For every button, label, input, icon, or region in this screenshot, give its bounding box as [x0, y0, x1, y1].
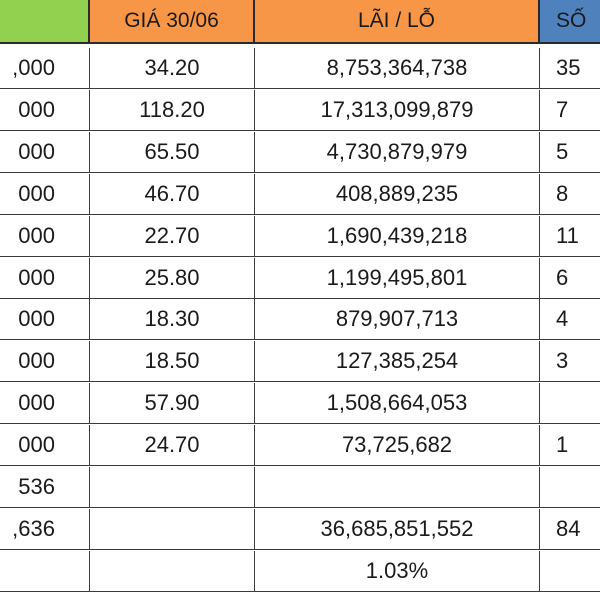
cell-profit-loss[interactable]: 4,730,879,979: [255, 132, 540, 173]
cell-col-a[interactable]: ,000: [0, 48, 90, 89]
cell-col-a[interactable]: 000: [0, 341, 90, 382]
table-row: [0, 258, 600, 299]
cell-profit-loss[interactable]: 36,685,851,552: [255, 509, 540, 550]
cell-profit-loss[interactable]: 1.03%: [255, 551, 540, 592]
cell-profit-loss[interactable]: 17,313,099,879: [255, 90, 540, 131]
cell-col-a[interactable]: 000: [0, 425, 90, 466]
table-row: [0, 216, 600, 257]
cell-quantity[interactable]: 84: [540, 509, 600, 550]
cell-profit-loss[interactable]: 879,907,713: [255, 299, 540, 340]
cell-price[interactable]: [90, 509, 255, 550]
cell-price[interactable]: 18.50: [90, 341, 255, 382]
cell-col-a[interactable]: 000: [0, 174, 90, 215]
table-row: [0, 341, 600, 382]
cell-quantity[interactable]: [540, 551, 600, 592]
cell-quantity[interactable]: 3: [540, 341, 600, 382]
cell-profit-loss[interactable]: [255, 467, 540, 508]
table-row: [0, 299, 600, 340]
cell-col-a[interactable]: 000: [0, 132, 90, 173]
cell-quantity[interactable]: 6: [540, 258, 600, 299]
table-row: [0, 174, 600, 215]
table-row: [0, 383, 600, 424]
cell-profit-loss[interactable]: 127,385,254: [255, 341, 540, 382]
cell-price[interactable]: 24.70: [90, 425, 255, 466]
cell-col-a[interactable]: 000: [0, 216, 90, 257]
header-cell-profit-loss[interactable]: LÃI / LỖ: [255, 0, 540, 44]
cell-col-a[interactable]: 000: [0, 299, 90, 340]
cell-quantity[interactable]: 8: [540, 174, 600, 215]
cell-quantity[interactable]: 11: [540, 216, 600, 257]
cell-col-a[interactable]: ,636: [0, 509, 90, 550]
cell-col-a[interactable]: 000: [0, 258, 90, 299]
table-row: [0, 132, 600, 173]
cell-col-a[interactable]: 000: [0, 90, 90, 131]
header-cell-price[interactable]: GIÁ 30/06: [90, 0, 255, 44]
cell-quantity[interactable]: 4: [540, 299, 600, 340]
cell-price[interactable]: 65.50: [90, 132, 255, 173]
cell-quantity[interactable]: [540, 467, 600, 508]
cell-profit-loss[interactable]: 1,199,495,801: [255, 258, 540, 299]
table-row: [0, 425, 600, 466]
cell-quantity[interactable]: 1: [540, 425, 600, 466]
cell-quantity[interactable]: 7: [540, 90, 600, 131]
cell-profit-loss[interactable]: 73,725,682: [255, 425, 540, 466]
cell-quantity[interactable]: [540, 383, 600, 424]
cell-col-a[interactable]: 536: [0, 467, 90, 508]
cell-price[interactable]: 34.20: [90, 48, 255, 89]
cell-col-a[interactable]: 000: [0, 383, 90, 424]
header-cell-a[interactable]: [0, 0, 90, 44]
header-cell-quantity[interactable]: SỐ: [540, 0, 600, 44]
cell-profit-loss[interactable]: 1,690,439,218: [255, 216, 540, 257]
cell-col-a[interactable]: [0, 551, 90, 592]
cell-profit-loss[interactable]: 1,508,664,053: [255, 383, 540, 424]
cell-price[interactable]: 46.70: [90, 174, 255, 215]
cell-price[interactable]: [90, 467, 255, 508]
cell-quantity[interactable]: 5: [540, 132, 600, 173]
cell-price[interactable]: 22.70: [90, 216, 255, 257]
cell-quantity[interactable]: 35: [540, 48, 600, 89]
table-row: [0, 467, 600, 508]
table-row: [0, 90, 600, 131]
cell-price[interactable]: 18.30: [90, 299, 255, 340]
cell-price[interactable]: 57.90: [90, 383, 255, 424]
cell-price[interactable]: 25.80: [90, 258, 255, 299]
cell-profit-loss[interactable]: 408,889,235: [255, 174, 540, 215]
cell-price[interactable]: [90, 551, 255, 592]
table-row: [0, 509, 600, 550]
cell-profit-loss[interactable]: 8,753,364,738: [255, 48, 540, 89]
table-row: [0, 48, 600, 89]
cell-price[interactable]: 118.20: [90, 90, 255, 131]
table-row: [0, 551, 600, 592]
